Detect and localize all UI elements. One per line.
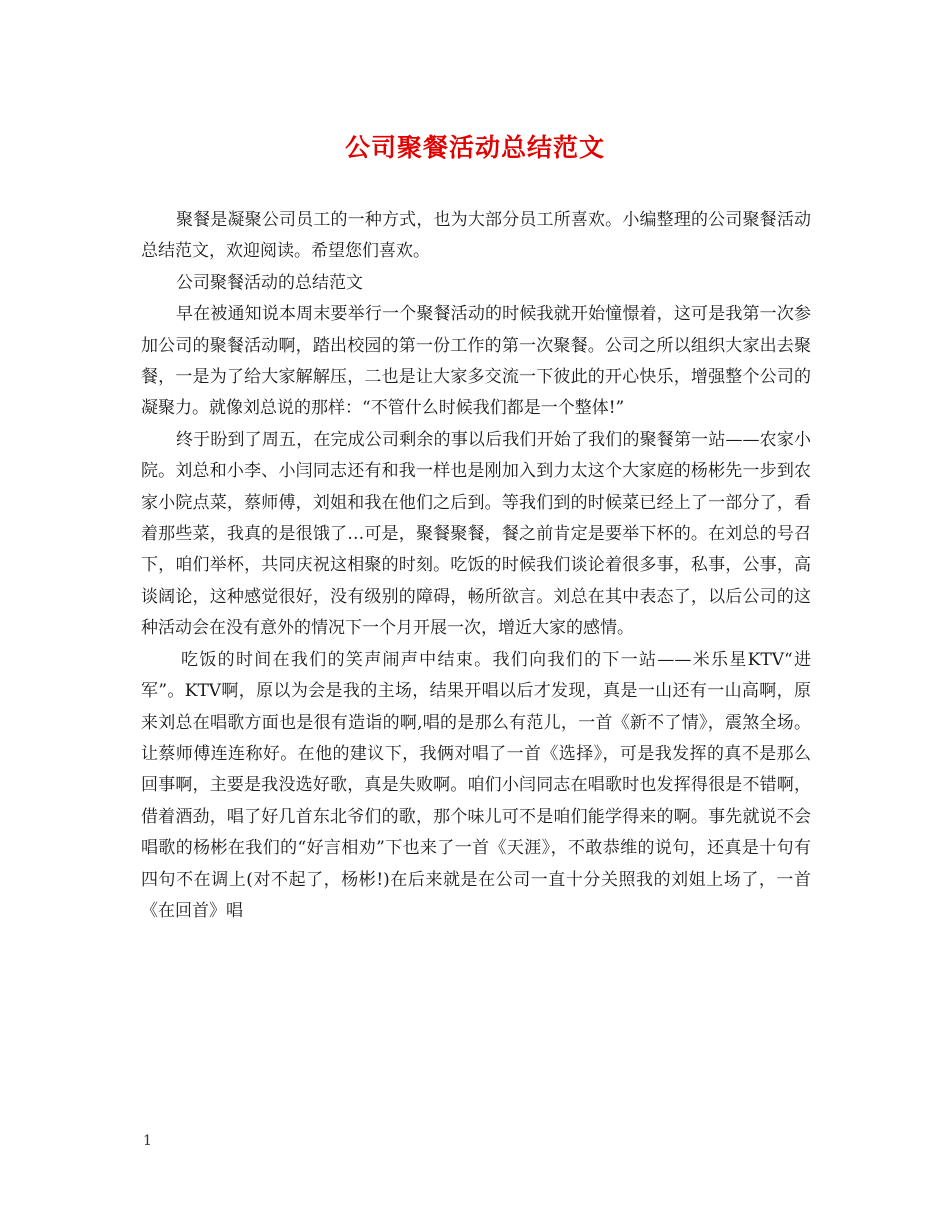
body-paragraph: 吃饭的时间在我们的笑声闹声中结束。我们向我们的下一站——米乐星KTV“进军”。KTV啊，原以为会是我的主场，结果开唱以后才发现，真是一山还有一山高啊，原来刘总在唱歌方面也是很有造诣的啊,唱的是那么有范儿，一首《新不了情》，震煞全场。让蔡师傅连连称好。在他的建议下，我俩对唱了一首《选择》，可是我发挥的真不是那么回事啊，主要是我没选好歌，真是失败啊。咱们小闫同志在唱歌时也发挥得很是不错啊，借着酒劲，唱了好几首东北爷们的歌，那个味儿可不是咱们能学得来的啊。事先就说不会唱歌的杨彬在我们的“好言相劝”下也来了一首《天涯》，不敢恭维的说句，还真是十句有四句不在调上(对不起了，杨彬!)在后来就是在公司一直十分关照我的刘姐上场了，一首《在回首》唱 — [141, 649, 811, 921]
body-paragraph: 早在被通知说本周末要举行一个聚餐活动的时候我就开始憧憬着，这可是我第一次参加公司的聚餐活动啊，踏出校园的第一份工作的第一次聚餐。公司之所以组织大家出去聚餐，一是为了给大家解解压，二也是让大家多交流一下彼此的开心快乐，增强整个公司的凝聚力。就像刘总说的那样：“不管什么时候我们都是一个整体!” — [141, 304, 811, 419]
document-body — [141, 205, 811, 927]
intro-paragraph: 聚餐是凝聚公司员工的一种方式，也为大部分员工所喜欢。小编整理的公司聚餐活动总结范文，欢迎阅读。希望您们喜欢。 — [141, 210, 811, 262]
document-title: 公司聚餐活动总结范文 — [344, 133, 605, 162]
body-paragraph: 终于盼到了周五，在完成公司剩余的事以后我们开始了我们的聚餐第一站——农家小院。刘总和小李、小闫同志还有和我一样也是刚加入到力太这个大家庭的杨彬先一步到农家小院点菜，蔡师傅，刘姐和我在他们之后到。等我们到的时候菜已经上了一部分了，看着那些菜，我真的是很饿了…可是，聚餐聚餐，餐之前肯定是要举下杯的。在刘总的号召下，咱们举杯，共同庆祝这相聚的时刻。吃饭的时候我们谈论着很多事，私事，公事，高谈阔论，这种感觉很好，没有级别的障碍，畅所欲言。刘总在其中表态了，以后公司的这种活动会在没有意外的情况下一个月开展一次，增近大家的感情。 — [141, 429, 811, 639]
page-number: 1 — [143, 1133, 152, 1149]
section-heading: 公司聚餐活动的总结范文 — [176, 272, 363, 293]
